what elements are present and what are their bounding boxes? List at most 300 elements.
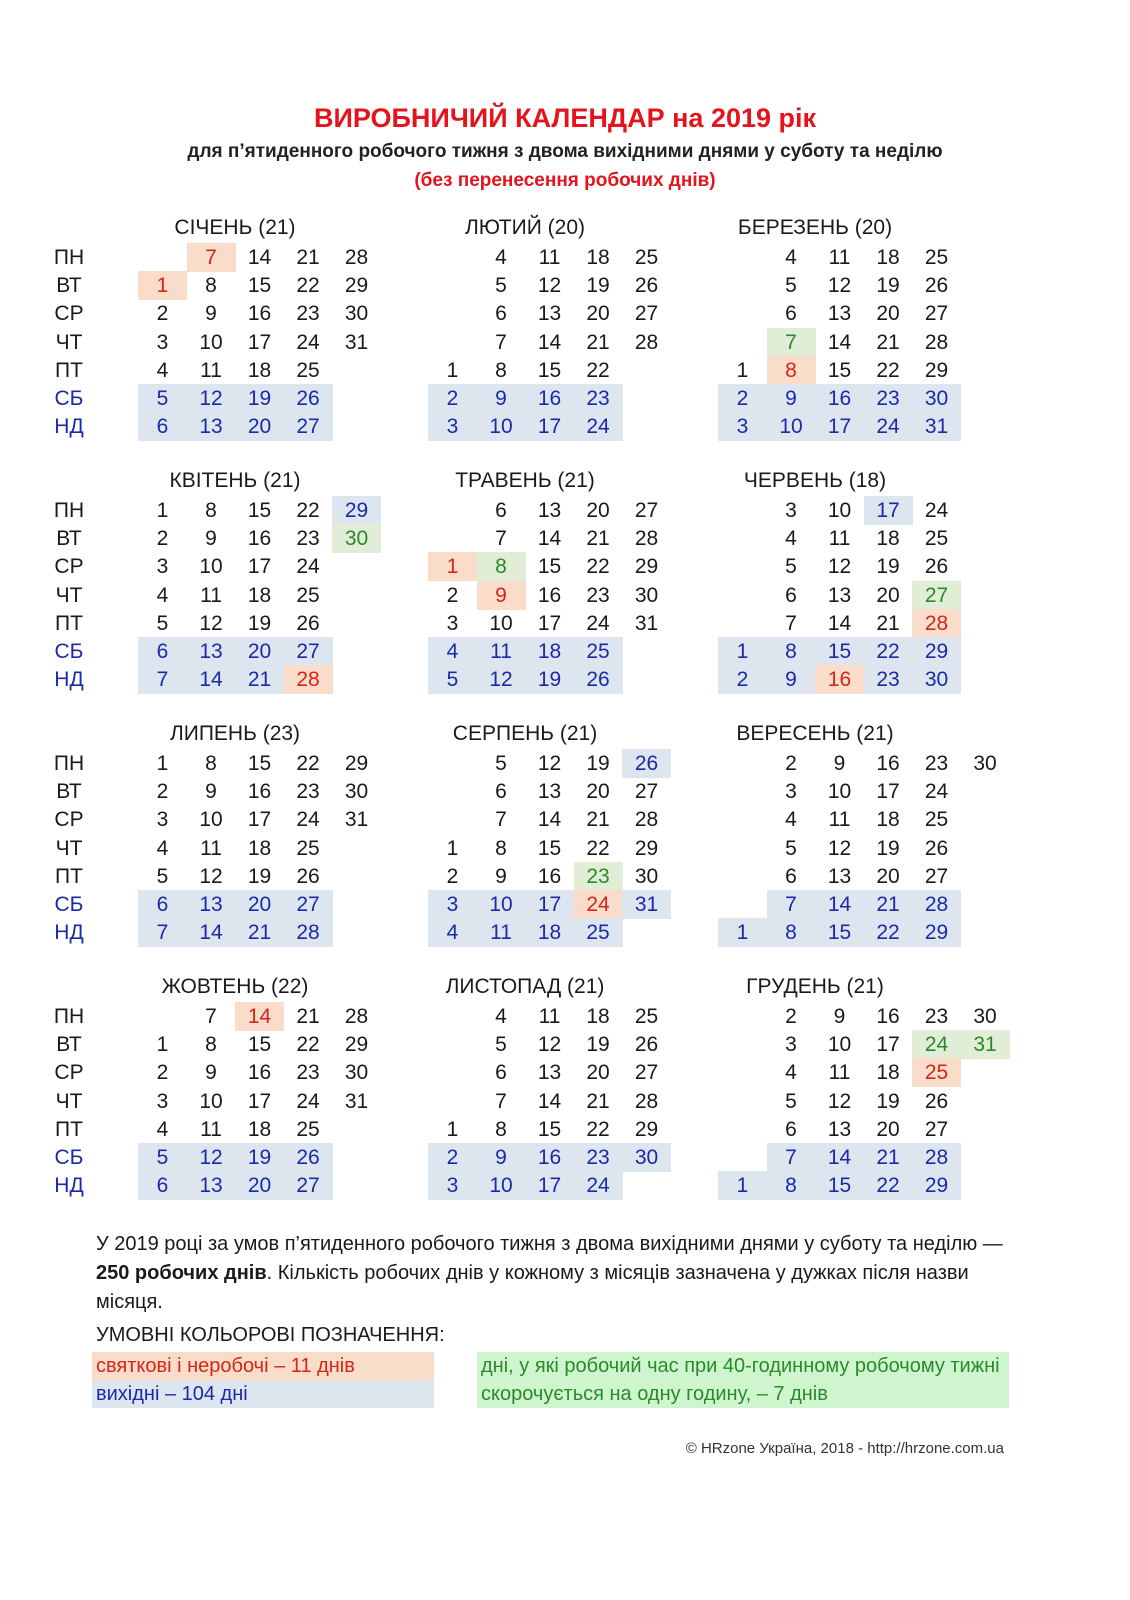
day-cell: 13 [537,1061,562,1085]
day-cell: 8 [495,836,507,860]
day-cell: 1 [156,1033,169,1057]
day-cell: 13 [537,499,562,522]
day-cell: 8 [477,552,526,581]
day-cell: 7 [138,918,187,947]
day-cell: 20 [876,583,900,607]
day-cell: 4 [156,836,169,860]
day-cell: 11 [538,1005,561,1028]
month-title: ВЕРЕСЕНЬ (21) [736,722,894,745]
day-cell: 29 [634,836,659,860]
weekday-label: ПН [53,1005,85,1028]
day-cell: 21 [864,890,913,919]
day-cell: 21 [586,808,610,832]
day-cell: 18 [586,246,610,269]
day-cell: 31 [344,330,369,354]
day-cell: 7 [187,243,236,272]
weekday-label: ПН [53,499,85,522]
weekday-label: СР [54,808,84,832]
month-title: ЛИСТОПАД (21) [445,975,605,998]
day-cell: 12 [827,274,852,298]
day-cell: 31 [961,1030,1010,1059]
month-block [138,469,428,719]
day-cell: 7 [785,611,797,635]
day-cell: 23 [924,752,949,775]
day-cell: 12 [827,836,852,860]
day-cell: 8 [205,499,217,522]
day-cell: 17 [525,890,574,919]
day-cell: 1 [428,552,477,581]
day-cell: 20 [876,302,900,326]
day-cell: 6 [495,499,507,522]
day-cell: 6 [138,1171,187,1200]
day-cell: 19 [586,752,610,775]
month-block [138,975,428,1225]
day-cell: 14 [827,330,852,354]
day-cell: 21 [586,527,610,551]
day-cell: 5 [785,555,797,579]
day-cell: 28 [924,330,949,354]
day-cell: 12 [537,1033,562,1057]
day-cell: 4 [156,1117,169,1141]
day-cell: 17 [247,808,272,832]
day-cell: 17 [876,780,900,804]
day-cell: 3 [156,330,169,354]
day-cell: 21 [876,611,900,635]
day-cell: 3 [785,1033,797,1057]
day-cell: 25 [924,527,949,551]
day-cell: 8 [495,1117,507,1141]
day-cell: 5 [495,1033,507,1057]
weekday-label: ЧТ [55,583,83,607]
day-cell: 7 [495,527,507,551]
day-cell: 2 [785,1005,797,1028]
day-cell: 16 [537,864,562,888]
weekday-label: ПН [53,752,85,775]
day-cell: 16 [537,583,562,607]
day-cell: 24 [586,611,610,635]
day-cell: 8 [205,274,217,298]
day-cell: 22 [296,499,320,522]
day-cell: 3 [156,555,169,579]
day-cell: 29 [344,274,369,298]
day-cell: 27 [284,1171,333,1200]
day-cell: 1 [718,637,767,666]
day-cell: 2 [428,1143,477,1172]
day-cell: 5 [785,836,797,860]
day-cell: 15 [247,499,272,522]
day-cell: 21 [235,665,284,694]
day-cell: 16 [247,780,272,804]
weekday-label: ЧТ [55,1089,83,1113]
day-cell: 11 [200,1117,222,1141]
day-cell: 3 [718,412,767,441]
day-cell: 4 [495,1005,507,1028]
day-cell: 11 [538,246,561,269]
day-cell: 11 [828,246,851,269]
day-cell: 22 [296,752,320,775]
day-cell: 7 [495,1089,507,1113]
day-cell: 10 [489,611,513,635]
day-cell: 27 [284,412,333,441]
legend-holidays: святкові і неробочі – 11 днів [92,1352,434,1380]
weekday-label: НД [54,668,84,692]
day-cell: 10 [827,780,852,804]
day-cell: 25 [924,246,949,269]
day-cell: 20 [586,302,610,326]
day-cell: 15 [537,836,562,860]
day-cell: 8 [767,637,816,666]
day-cell: 20 [235,412,284,441]
day-cell: 23 [574,1143,623,1172]
day-cell: 22 [876,358,900,382]
day-cell: 21 [586,330,610,354]
day-cell: 4 [428,918,477,947]
day-cell: 21 [296,1005,320,1028]
day-cell: 14 [815,1143,864,1172]
day-cell: 24 [864,412,913,441]
day-cell: 28 [634,527,659,551]
day-cell: 25 [296,583,320,607]
day-cell: 24 [296,330,320,354]
day-cell: 2 [718,665,767,694]
day-cell: 24 [296,555,320,579]
day-cell: 31 [634,611,659,635]
day-cell: 19 [586,1033,610,1057]
day-cell: 25 [574,918,623,947]
day-cell: 28 [344,246,369,269]
day-cell: 22 [586,555,610,579]
day-cell: 30 [973,752,997,775]
day-cell: 11 [828,1061,851,1085]
weekday-label: ЧТ [55,836,83,860]
day-cell: 26 [284,1143,333,1172]
day-cell: 23 [574,862,623,891]
day-cell: 4 [785,1061,797,1085]
day-cell: 16 [247,1061,272,1085]
day-cell: 18 [247,836,272,860]
day-cell: 6 [495,780,507,804]
day-cell: 21 [235,918,284,947]
footer-copyright: © HRzone Україна, 2018 - http://hrzone.com.ua [685,1440,1004,1457]
day-cell: 3 [156,808,169,832]
day-cell: 25 [574,637,623,666]
day-cell: 23 [574,384,623,413]
day-cell: 26 [622,749,671,778]
day-cell: 10 [827,1033,852,1057]
day-cell: 10 [199,555,223,579]
day-cell: 9 [767,384,816,413]
day-cell: 29 [912,918,961,947]
day-cell: 12 [199,864,223,888]
day-cell: 31 [912,412,961,441]
day-cell: 31 [344,1089,369,1113]
day-cell: 9 [205,302,217,326]
day-cell: 29 [912,1171,961,1200]
day-cell: 12 [187,1143,236,1172]
day-cell: 4 [785,527,797,551]
day-cell: 7 [767,328,816,357]
day-cell: 28 [284,918,333,947]
day-cell: 30 [344,1061,369,1085]
day-cell: 26 [924,1089,949,1113]
day-cell: 11 [200,358,222,382]
day-cell: 14 [187,665,236,694]
day-cell: 17 [247,555,272,579]
day-cell: 23 [864,384,913,413]
weekday-label: ПТ [55,358,83,382]
day-cell: 28 [912,609,961,638]
day-cell: 19 [247,864,272,888]
summary-workdays-count: 250 робочих днів [96,1262,267,1284]
day-cell: 2 [156,1061,169,1085]
day-cell: 24 [574,890,623,919]
day-cell: 5 [156,611,169,635]
day-cell: 24 [296,1089,320,1113]
day-cell: 13 [187,890,236,919]
weekday-label: СБ [54,640,84,663]
day-cell: 30 [622,1143,671,1172]
legend-weekends: вихідні – 104 дні [92,1380,434,1408]
weekday-label: ПТ [55,611,83,635]
day-cell: 22 [864,637,913,666]
day-cell: 22 [864,918,913,947]
day-cell: 5 [785,274,797,298]
day-cell: 27 [634,1061,659,1085]
day-cell: 25 [634,246,659,269]
day-cell: 27 [912,581,961,610]
day-cell: 5 [495,274,507,298]
day-cell: 6 [785,864,797,888]
day-cell: 16 [525,384,574,413]
day-cell: 2 [156,302,169,326]
day-cell: 9 [833,1005,846,1028]
day-cell: 18 [247,583,272,607]
day-cell: 12 [537,274,562,298]
day-cell: 16 [815,665,864,694]
day-cell: 17 [864,496,913,525]
day-cell: 1 [138,271,187,300]
day-cell: 24 [924,780,949,804]
day-cell: 12 [187,384,236,413]
day-cell: 18 [247,1117,272,1141]
day-cell: 10 [827,499,852,522]
weekday-label: ВТ [56,274,82,298]
day-cell: 14 [537,527,562,551]
day-cell: 29 [924,358,949,382]
day-cell: 18 [586,1005,610,1028]
day-cell: 9 [477,581,526,610]
day-cell: 11 [477,918,526,947]
day-cell: 26 [634,1033,659,1057]
day-cell: 20 [586,1061,610,1085]
day-cell: 30 [973,1005,997,1028]
day-cell: 2 [156,780,169,804]
day-cell: 27 [924,302,949,326]
month-title: ЧЕРВЕНЬ (18) [743,469,887,492]
day-cell: 8 [205,1033,217,1057]
day-cell: 26 [924,836,949,860]
day-cell: 10 [477,890,526,919]
day-cell: 7 [495,330,507,354]
day-cell: 15 [537,1117,562,1141]
day-cell: 15 [537,555,562,579]
day-cell: 25 [296,358,320,382]
day-cell: 23 [924,1005,949,1028]
month-title: КВІТЕНЬ (21) [169,469,301,492]
day-cell: 6 [785,302,797,326]
day-cell: 9 [205,527,217,551]
day-cell: 9 [477,384,526,413]
day-cell: 4 [156,583,169,607]
day-cell: 8 [767,1171,816,1200]
day-cell: 24 [574,1171,623,1200]
day-cell: 8 [495,358,507,382]
day-cell: 5 [428,665,477,694]
weekday-label: ВТ [56,527,82,551]
day-cell: 27 [634,780,659,804]
day-cell: 1 [156,499,169,522]
month-block [428,722,718,972]
month-title: ГРУДЕНЬ (21) [746,975,884,998]
day-cell: 22 [586,1117,610,1141]
day-cell: 11 [828,808,851,832]
day-cell: 30 [912,665,961,694]
day-cell: 14 [537,1089,562,1113]
day-cell: 14 [827,611,852,635]
month-block [428,975,718,1225]
day-cell: 10 [477,1171,526,1200]
day-cell: 3 [428,890,477,919]
day-cell: 15 [815,637,864,666]
day-cell: 24 [924,499,949,522]
day-cell: 4 [785,808,797,832]
day-cell: 21 [864,1143,913,1172]
day-cell: 29 [634,555,659,579]
day-cell: 3 [156,1089,169,1113]
day-cell: 2 [446,864,459,888]
day-cell: 20 [586,499,610,522]
day-cell: 26 [924,274,949,298]
day-cell: 10 [767,412,816,441]
day-cell: 14 [815,890,864,919]
day-cell: 2 [785,752,797,775]
day-cell: 26 [924,555,949,579]
month-title: БЕРЕЗЕНЬ (20) [737,216,893,239]
day-cell: 19 [235,1143,284,1172]
month-title: ТРАВЕНЬ (21) [455,469,595,492]
day-cell: 16 [247,302,272,326]
day-cell: 29 [634,1117,659,1141]
legend-short-days: дні, у які робочий час при 40-годинному робочому тижні скорочується на одну годину, – 7 днів [477,1352,1009,1408]
day-cell: 5 [138,1143,187,1172]
day-cell: 28 [912,890,961,919]
day-cell: 17 [876,1033,900,1057]
day-cell: 10 [477,412,526,441]
day-cell: 14 [537,808,562,832]
weekday-label: СР [54,302,84,326]
day-cell: 28 [284,665,333,694]
day-cell: 27 [284,890,333,919]
day-cell: 26 [296,864,320,888]
day-cell: 27 [924,1117,949,1141]
day-cell: 3 [785,780,797,804]
day-cell: 10 [199,330,223,354]
day-cell: 1 [446,358,459,382]
day-cell: 18 [525,918,574,947]
day-cell: 24 [574,412,623,441]
weekday-label: ВТ [56,780,82,804]
day-cell: 13 [827,583,852,607]
day-cell: 15 [247,1033,272,1057]
day-cell: 4 [785,246,797,269]
day-cell: 16 [815,384,864,413]
day-cell: 19 [586,274,610,298]
day-cell: 6 [495,1061,507,1085]
day-cell: 1 [718,918,767,947]
weekday-label: СР [54,1061,84,1085]
day-cell: 2 [446,583,459,607]
day-cell: 30 [332,524,381,553]
day-cell: 15 [537,358,562,382]
day-cell: 9 [833,752,846,775]
day-cell: 30 [344,780,369,804]
day-cell: 11 [477,637,526,666]
day-cell: 25 [634,1005,659,1028]
day-cell: 7 [767,890,816,919]
day-cell: 6 [138,412,187,441]
weekday-label: СБ [54,1146,84,1169]
weekday-label: СБ [54,387,84,410]
day-cell: 18 [876,246,900,269]
day-cell: 17 [247,330,272,354]
day-cell: 22 [296,274,320,298]
day-cell: 1 [736,358,749,382]
month-title: СЕРПЕНЬ (21) [452,722,598,745]
month-block [718,216,1008,466]
month-title: ЛИПЕНЬ (23) [169,722,301,745]
day-cell: 5 [495,752,507,775]
day-cell: 28 [634,808,659,832]
day-cell: 8 [767,918,816,947]
day-cell: 2 [156,527,169,551]
day-cell: 13 [187,412,236,441]
day-cell: 28 [912,1143,961,1172]
day-cell: 26 [634,274,659,298]
weekday-label: ПТ [55,1117,83,1141]
day-cell: 23 [296,780,320,804]
day-cell: 6 [495,302,507,326]
day-cell: 3 [785,499,797,522]
day-cell: 19 [525,665,574,694]
day-cell: 27 [924,864,949,888]
day-cell: 31 [622,890,671,919]
day-cell: 7 [495,808,507,832]
day-cell: 20 [876,864,900,888]
day-cell: 25 [924,808,949,832]
day-cell: 21 [876,330,900,354]
day-cell: 27 [634,302,659,326]
weekday-label: НД [54,415,84,439]
day-cell: 4 [156,358,169,382]
month-block [138,216,428,466]
day-cell: 17 [815,412,864,441]
day-cell: 13 [187,637,236,666]
day-cell: 26 [574,665,623,694]
day-cell: 3 [428,1171,477,1200]
day-cell: 22 [586,358,610,382]
page-subtitle: для п’ятиденного робочого тижня з двома вихідними днями у суботу та неділю [187,141,943,162]
day-cell: 22 [296,1033,320,1057]
